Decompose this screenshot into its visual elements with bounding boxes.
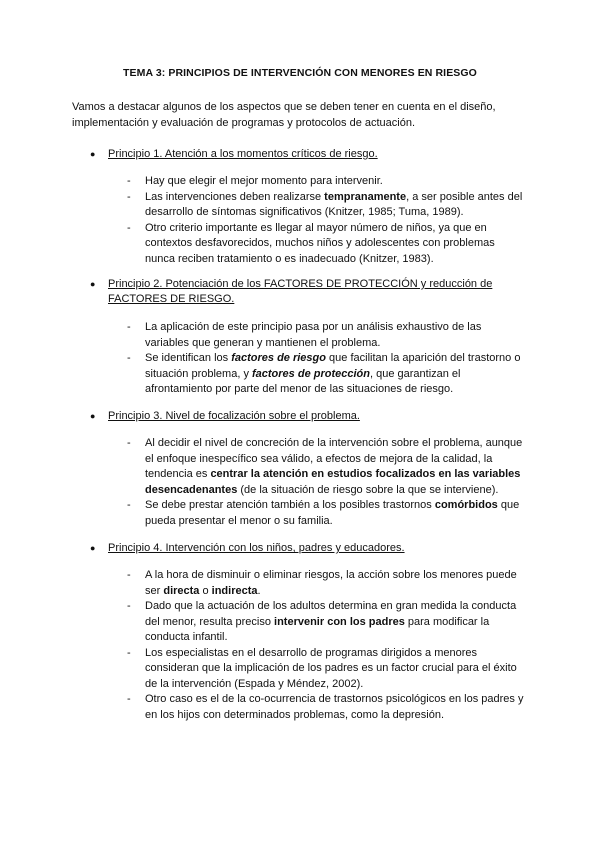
principle-heading: Principio 1. Atención a los momentos críticos de riesgo. [108, 148, 378, 160]
list-item [127, 646, 527, 693]
principle-1 [90, 147, 530, 162]
item-text: Otro caso es el de la co-ocurrencia de trastornos psicológicos en los padres y en los hijos con determinados problemas, como la depresión. [145, 693, 524, 721]
bullet-icon: ● [90, 411, 96, 421]
list-item [127, 320, 527, 351]
item-text: Otro criterio importante es llegar al mayor número de niños, ya que en contextos desfavorecidos, muchos niños y adolescentes con problemas nunca reciben tratamiento o es inadecuado (Knitzer, 1983). [145, 221, 495, 265]
item-text: Se identifican los [145, 352, 232, 364]
list-item [127, 568, 527, 599]
item-text: A la hora de disminuir o eliminar riesgos, la acción sobre los menores puede ser [145, 569, 517, 597]
principle-4-list [127, 568, 527, 723]
item-text: Al decidir el nivel de concreción de la intervención sobre el problema, aunque el enfoque inespecífico sea válido, a efectos de mejora de la calidad, la tendencia es [145, 437, 523, 480]
item-text: Dado que la actuación de los adultos determina en gran medida la conducta del menor, resulta preciso [145, 600, 517, 628]
item-text: (de la situación de riesgo sobre la que se interviene). [237, 483, 499, 496]
list-item [127, 498, 527, 529]
list-item [127, 190, 527, 221]
item-text: que facilitan la aparición del trastorno o situación problema, y [145, 352, 521, 380]
list-item [127, 692, 527, 723]
intro-paragraph: Vamos a destacar algunos de los aspectos que se deben tener en cuenta en el diseño, implementación y evaluación de programas y protocolos de actuación. [72, 101, 496, 129]
list-item [127, 221, 527, 268]
item-text: que pueda presentar el menor o su familia. [145, 499, 520, 527]
principle-4 [90, 541, 530, 556]
principle-heading: Principio 3. Nivel de focalización sobre el problema. [108, 410, 360, 422]
principle-heading: Principio 2. Potenciación de los FACTORES DE PROTECCIÓN y reducción de FACTORES DE RIESGO. [108, 278, 493, 305]
item-text: , a ser posible antes del desarrollo de síntomas significativos (Knitzer, 1985; Tuma, 1989). [145, 190, 523, 218]
item-text: Hay que elegir el mejor momento para intervenir. [145, 175, 383, 187]
bullet-icon: ● [90, 279, 96, 289]
emphasis-text: factores de riesgo [231, 352, 326, 364]
list-item [127, 436, 527, 498]
dash-marker: - [127, 646, 131, 659]
dash-marker: - [127, 437, 131, 449]
principle-1-list [127, 174, 527, 267]
emphasis-text: factores de protección [252, 367, 370, 380]
emphasis-text: tempranamente [324, 190, 407, 203]
list-item [127, 174, 527, 190]
item-text: . [257, 584, 261, 597]
document-title: TEMA 3: PRINCIPIOS DE INTERVENCIÓN CON MENORES EN RIESGO [123, 67, 477, 79]
emphasis-text: comórbidos [434, 499, 498, 511]
item-text: Se debe prestar atención también a los posibles trastornos [145, 499, 435, 511]
principle-3 [90, 409, 530, 424]
dash-marker: - [127, 221, 131, 234]
emphasis-text: indirecta [211, 584, 258, 597]
bullet-icon: ● [90, 149, 96, 159]
dash-marker: - [127, 175, 131, 187]
dash-marker: - [127, 321, 131, 333]
list-item [127, 599, 527, 646]
dash-marker: - [127, 190, 131, 203]
bullet-icon: ● [90, 543, 96, 553]
dash-marker: - [127, 569, 131, 581]
principle-heading: Principio 4. Intervención con los niños, padres y educadores. [108, 542, 405, 554]
principle-2 [90, 277, 530, 307]
item-text: Las intervenciones deben realizarse [145, 190, 325, 203]
dash-marker: - [127, 499, 131, 511]
emphasis-text: centrar la atención en estudios focalizados en las variables desencadenantes [145, 468, 521, 496]
dash-marker: - [127, 600, 131, 612]
list-item [127, 351, 527, 398]
dash-marker: - [127, 693, 131, 705]
emphasis-text: intervenir con los padres [274, 615, 405, 628]
item-text: para modificar la conducta infantil. [145, 615, 490, 643]
principle-2-list [127, 320, 527, 398]
item-text: Los especialistas en el desarrollo de programas dirigidos a menores consideran que la implicación de los padres es un factor crucial para el éxito de la intervención (Espada y Méndez, 2002). [145, 646, 517, 690]
item-text: , que garantizan el afrontamiento por parte del menor de las situaciones de riesgo. [145, 367, 461, 395]
dash-marker: - [127, 352, 131, 364]
item-text: La aplicación de este principio pasa por un análisis exhaustivo de las variables que generan y mantienen el problema. [145, 321, 482, 349]
item-text: o [199, 584, 212, 597]
principle-3-list [127, 436, 527, 529]
emphasis-text: directa [163, 584, 200, 597]
